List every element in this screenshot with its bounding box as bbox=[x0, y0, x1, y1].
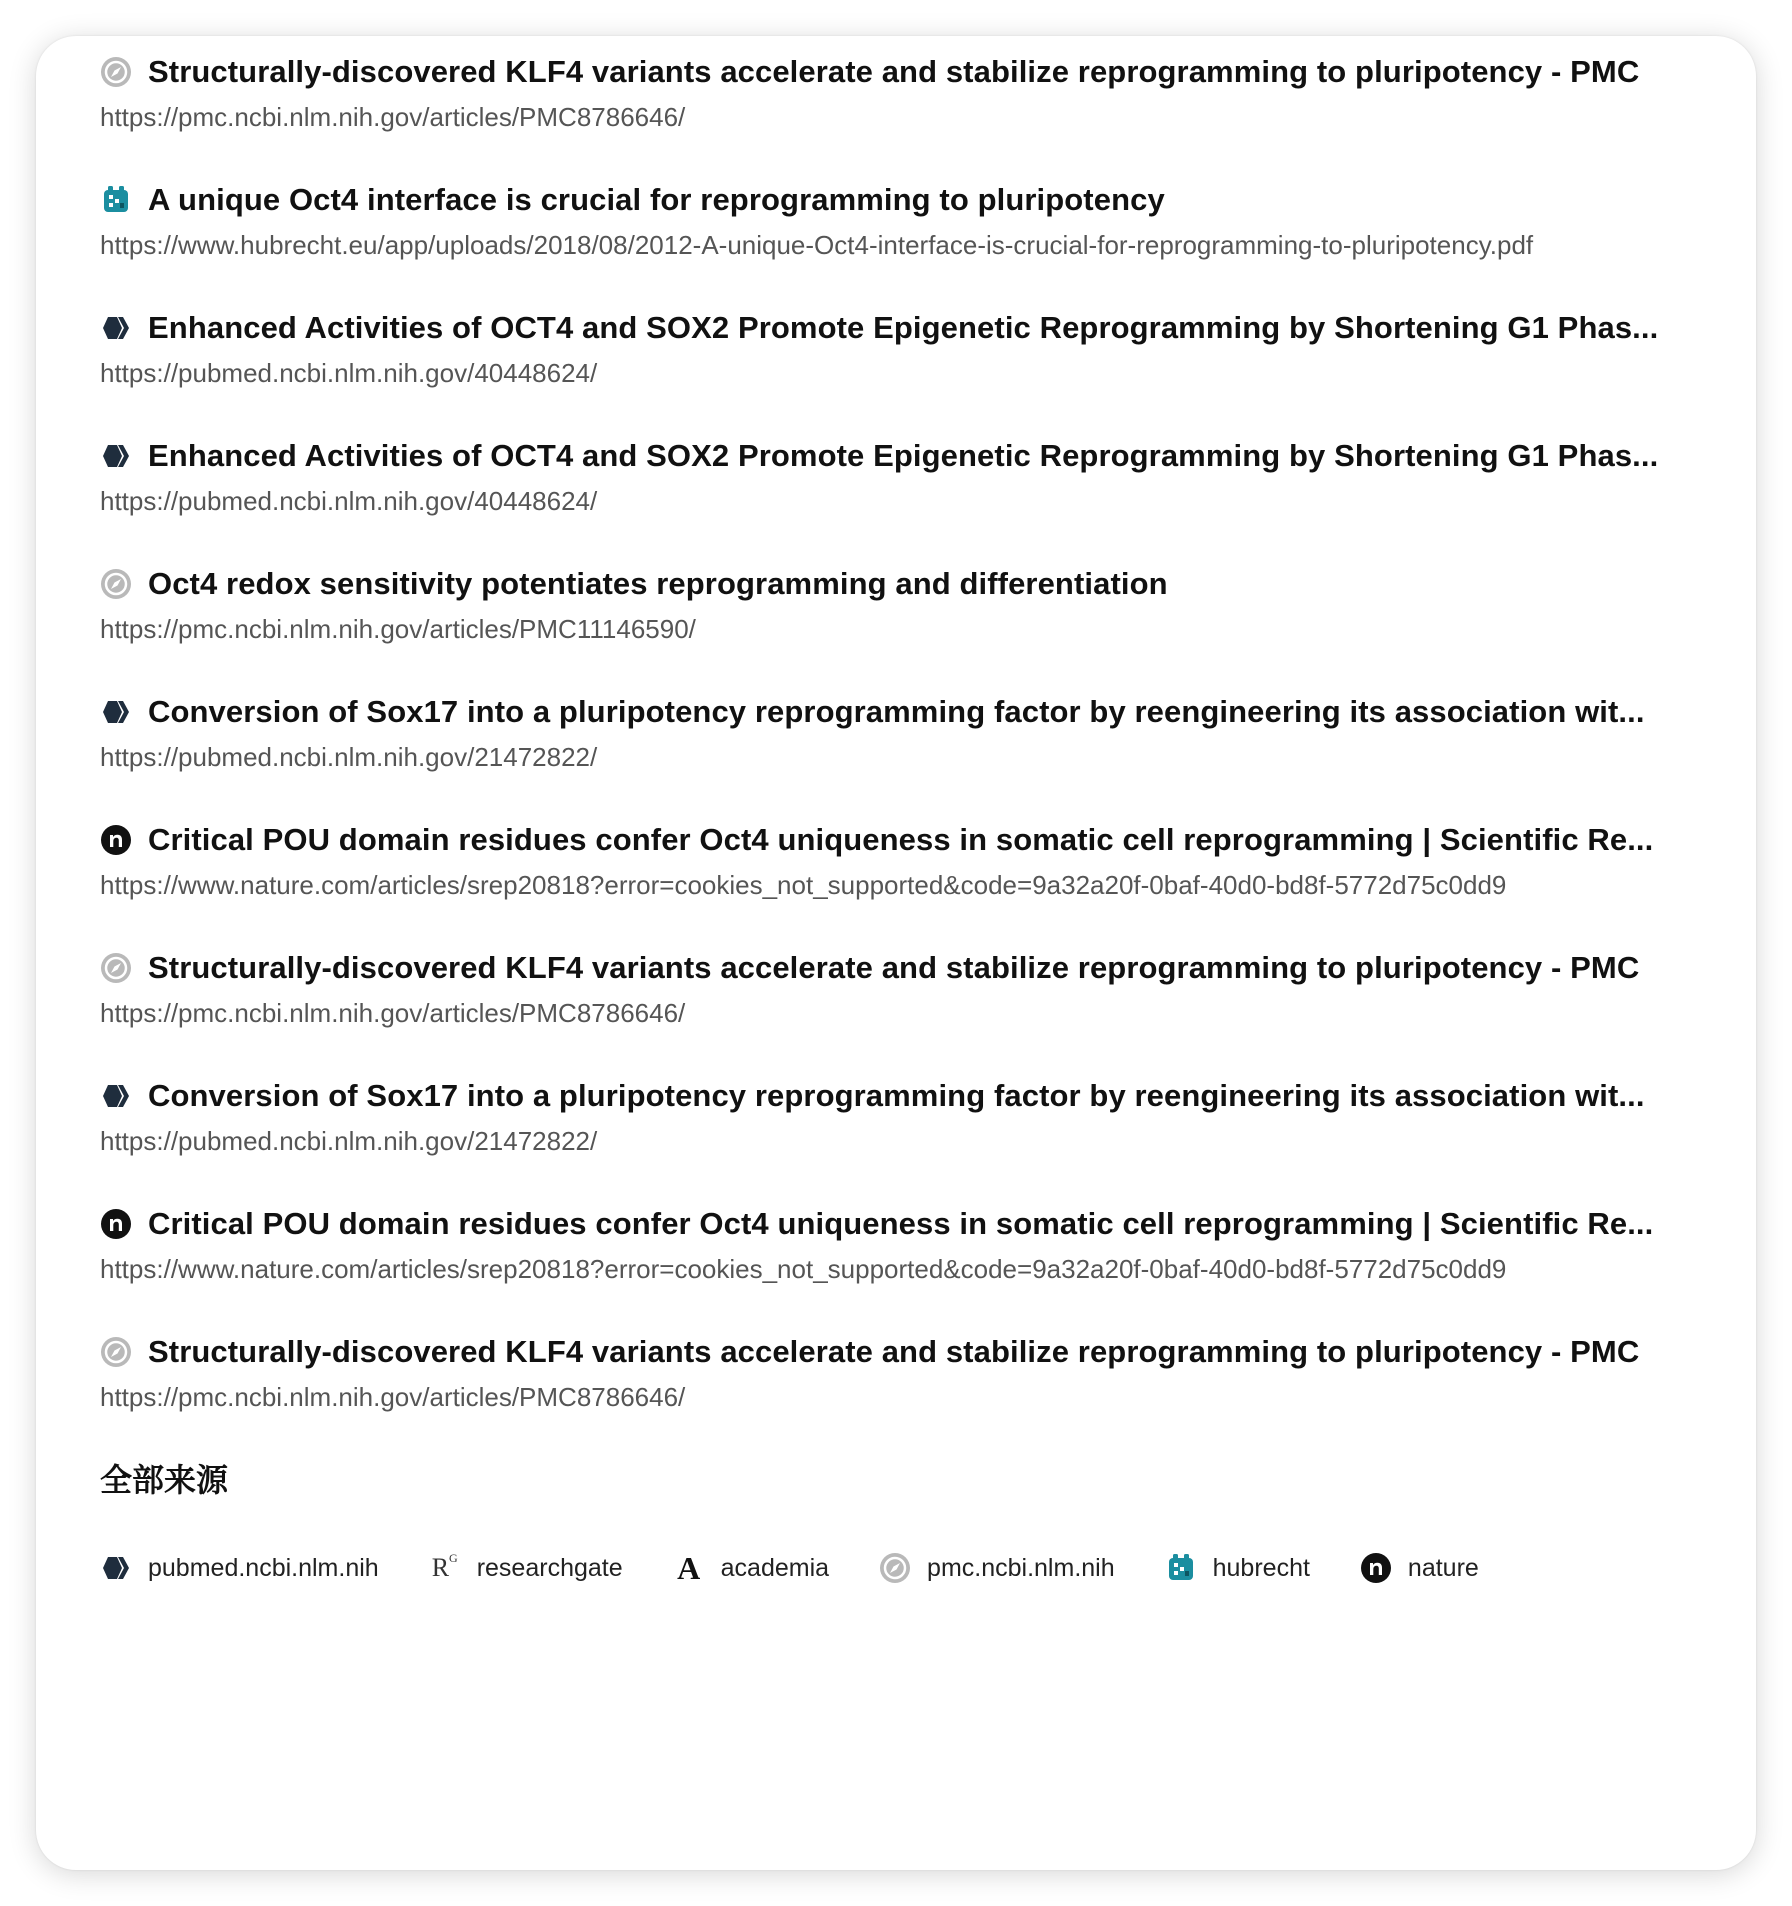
pubmed-icon bbox=[100, 696, 132, 728]
result-url[interactable]: https://pmc.ncbi.nlm.nih.gov/articles/PMC8786646/ bbox=[100, 102, 686, 132]
result-item[interactable] bbox=[100, 1074, 1720, 1160]
source-chip-pubmed[interactable] bbox=[100, 1552, 379, 1584]
all-sources-heading: 全部来源 bbox=[100, 1461, 229, 1499]
result-item[interactable] bbox=[100, 50, 1720, 136]
result-title-row[interactable] bbox=[100, 946, 1720, 990]
result-item[interactable] bbox=[100, 1202, 1720, 1288]
result-title-row[interactable] bbox=[100, 690, 1720, 734]
academia-icon: A bbox=[677, 1550, 701, 1586]
result-url[interactable]: https://pmc.ncbi.nlm.nih.gov/articles/PMC8786646/ bbox=[100, 1382, 686, 1412]
pmc-compass-icon bbox=[100, 56, 132, 88]
nature-icon bbox=[100, 824, 132, 856]
source-chip-pmc[interactable] bbox=[879, 1552, 1115, 1584]
source-label: nature bbox=[1407, 1553, 1479, 1582]
result-title[interactable]: A unique Oct4 interface is crucial for reprogramming to pluripotency bbox=[148, 182, 1165, 217]
result-item[interactable] bbox=[100, 562, 1720, 648]
result-title[interactable]: Conversion of Sox17 into a pluripotency reprogramming factor by reengineering its association wit... bbox=[148, 694, 1645, 729]
result-url[interactable]: https://pubmed.ncbi.nlm.nih.gov/21472822/ bbox=[100, 742, 598, 772]
result-title-row[interactable] bbox=[100, 434, 1720, 478]
result-item[interactable] bbox=[100, 306, 1720, 392]
pmc-compass-icon bbox=[879, 1552, 911, 1584]
result-url[interactable]: https://www.nature.com/articles/srep20818?error=cookies_not_supported&code=9a32a20f-0baf-40d0-bd8f-5772d75c0dd9 bbox=[100, 1254, 1507, 1284]
result-title-row[interactable] bbox=[100, 1202, 1720, 1246]
result-url[interactable]: https://www.hubrecht.eu/app/uploads/2018/08/2012-A-unique-Oct4-interface-is-crucial-for-reprogramming-to-pluripotency.pdf bbox=[100, 230, 1534, 260]
pubmed-icon bbox=[100, 1552, 132, 1584]
source-chip-nature[interactable] bbox=[1360, 1552, 1479, 1584]
result-title[interactable]: Critical POU domain residues confer Oct4 uniqueness in somatic cell reprogramming | Scientific Re... bbox=[148, 822, 1654, 857]
nature-icon bbox=[1360, 1552, 1392, 1584]
source-label: pubmed.ncbi.nlm.nih bbox=[148, 1553, 379, 1582]
sources-row bbox=[100, 1546, 1756, 1590]
pubmed-icon bbox=[100, 1080, 132, 1112]
result-url[interactable]: https://www.nature.com/articles/srep20818?error=cookies_not_supported&code=9a32a20f-0baf-40d0-bd8f-5772d75c0dd9 bbox=[100, 870, 1507, 900]
result-title-row[interactable] bbox=[100, 818, 1720, 862]
result-title[interactable]: Enhanced Activities of OCT4 and SOX2 Promote Epigenetic Reprogramming by Shortening G1 Phas... bbox=[148, 310, 1659, 345]
result-url[interactable]: https://pubmed.ncbi.nlm.nih.gov/40448624/ bbox=[100, 358, 598, 388]
nature-icon bbox=[100, 1208, 132, 1240]
source-chip-academia[interactable] bbox=[673, 1552, 829, 1584]
pmc-compass-icon bbox=[100, 952, 132, 984]
result-title[interactable]: Enhanced Activities of OCT4 and SOX2 Promote Epigenetic Reprogramming by Shortening G1 Phas... bbox=[148, 438, 1659, 473]
result-title[interactable]: Structurally-discovered KLF4 variants accelerate and stabilize reprogramming to pluripotency - PMC bbox=[148, 54, 1640, 89]
hubrecht-icon bbox=[100, 184, 132, 216]
result-url[interactable]: https://pubmed.ncbi.nlm.nih.gov/40448624/ bbox=[100, 486, 598, 516]
result-title[interactable]: Structurally-discovered KLF4 variants accelerate and stabilize reprogramming to pluripotency - PMC bbox=[148, 1334, 1640, 1369]
source-label: pmc.ncbi.nlm.nih bbox=[927, 1553, 1115, 1582]
result-title-row[interactable] bbox=[100, 306, 1720, 350]
source-chip-researchgate[interactable] bbox=[429, 1552, 623, 1584]
sources-panel bbox=[36, 36, 1756, 1870]
pubmed-icon bbox=[100, 312, 132, 344]
source-chip-hubrecht[interactable] bbox=[1165, 1552, 1310, 1584]
result-url[interactable]: https://pmc.ncbi.nlm.nih.gov/articles/PMC8786646/ bbox=[100, 998, 686, 1028]
hubrecht-icon bbox=[1165, 1552, 1197, 1584]
result-item[interactable] bbox=[100, 1330, 1720, 1416]
result-title-row[interactable] bbox=[100, 50, 1720, 94]
result-item[interactable] bbox=[100, 818, 1720, 904]
result-title[interactable]: Conversion of Sox17 into a pluripotency reprogramming factor by reengineering its association wit... bbox=[148, 1078, 1645, 1113]
result-title[interactable]: Critical POU domain residues confer Oct4 uniqueness in somatic cell reprogramming | Scientific Re... bbox=[148, 1206, 1654, 1241]
result-title-row[interactable] bbox=[100, 562, 1720, 606]
source-label: researchgate bbox=[476, 1553, 623, 1582]
result-title[interactable]: Structurally-discovered KLF4 variants accelerate and stabilize reprogramming to pluripotency - PMC bbox=[148, 950, 1640, 985]
result-title-row[interactable] bbox=[100, 178, 1720, 222]
result-item[interactable] bbox=[100, 946, 1720, 1032]
result-url[interactable]: https://pubmed.ncbi.nlm.nih.gov/21472822/ bbox=[100, 1126, 598, 1156]
result-item[interactable] bbox=[100, 434, 1720, 520]
result-url[interactable]: https://pmc.ncbi.nlm.nih.gov/articles/PMC11146590/ bbox=[100, 614, 696, 644]
researchgate-icon: $R^G$ bbox=[431, 1551, 458, 1582]
pmc-compass-icon bbox=[100, 568, 132, 600]
pmc-compass-icon bbox=[100, 1336, 132, 1368]
result-title-row[interactable] bbox=[100, 1330, 1720, 1374]
pubmed-icon bbox=[100, 440, 132, 472]
results-list bbox=[100, 50, 1756, 1416]
result-item[interactable] bbox=[100, 690, 1720, 776]
result-title[interactable]: Oct4 redox sensitivity potentiates reprogramming and differentiation bbox=[148, 566, 1168, 601]
source-label: hubrecht bbox=[1212, 1553, 1310, 1582]
result-title-row[interactable] bbox=[100, 1074, 1720, 1118]
result-item[interactable] bbox=[100, 178, 1720, 264]
source-label: academia bbox=[720, 1553, 830, 1582]
